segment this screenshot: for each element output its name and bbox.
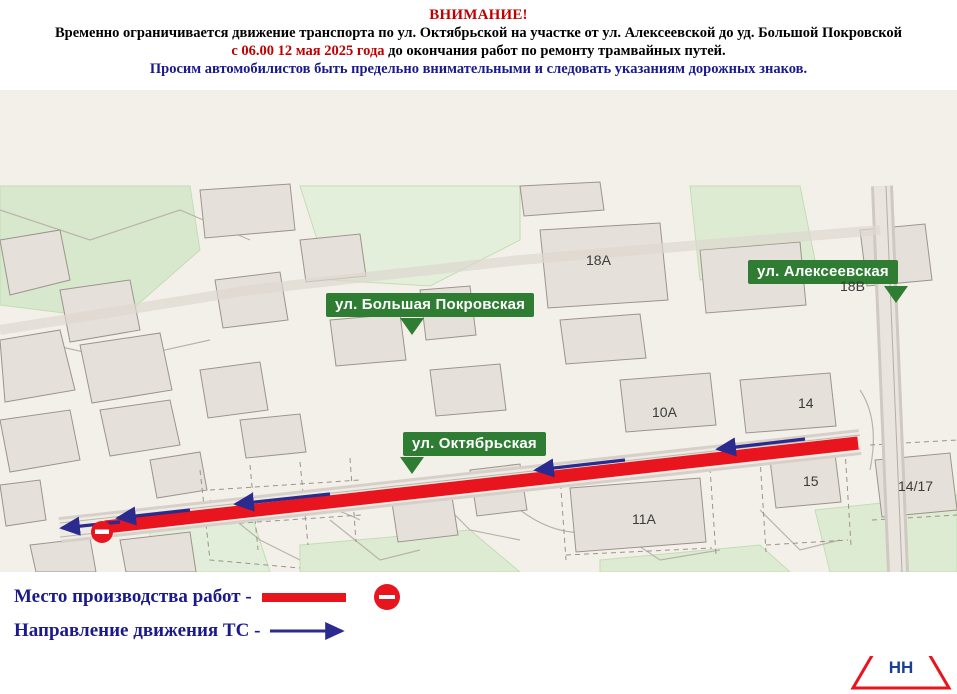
- street-label-bolshaya-pokrovskaya: ул. Большая Покровская: [326, 293, 534, 317]
- house-number: 14/17: [898, 478, 934, 494]
- no-entry-icon: [374, 584, 400, 610]
- notice-line-1: Временно ограничивается движение транспорта по ул. Октябрьской на участке от ул. Алексеевской до уд. Большой Покровской: [54, 25, 903, 41]
- codd-logo-region: НН: [888, 658, 914, 677]
- map-graphics: [0, 90, 957, 572]
- street-label-alekseevskaya: ул. Алексеевская: [748, 260, 898, 284]
- house-number: 18В: [840, 278, 865, 294]
- notice-line-3: Просим автомобилистов быть предельно внимательными и следовать указаниям дорожных знаков.: [149, 61, 808, 77]
- house-number: 14: [798, 395, 814, 411]
- notice-line-2: [8, 42, 949, 60]
- legend-item-direction: [14, 614, 957, 648]
- notice-line-2-rest: до окончания работ по ремонту трамвайных путей.: [384, 43, 726, 59]
- plate-tail-alekseevskaya: [884, 286, 908, 303]
- legend-label-work-zone: Место производства работ -: [14, 586, 252, 607]
- no-entry-marker: [91, 521, 113, 543]
- work-zone-swatch: [262, 593, 346, 602]
- legend-item-work-zone: [14, 580, 957, 614]
- notice-banner: [0, 0, 957, 90]
- house-number: 10А: [652, 404, 677, 420]
- legend: [0, 572, 957, 656]
- street-label-oktyabrskaya: ул. Октябрьская: [403, 432, 546, 456]
- notice-line-2-date: с 06.00 12 мая 2025 года: [231, 43, 385, 59]
- plate-tail-pokrovskaya: [400, 318, 424, 335]
- house-number: 15: [803, 473, 819, 489]
- notice-title: ВНИМАНИЕ!: [429, 7, 528, 23]
- house-number: 18А: [586, 252, 611, 268]
- legend-label-direction: Направление движения ТС -: [14, 620, 261, 641]
- plate-tail-oktyabrskaya: [400, 457, 424, 474]
- house-number: 11А: [632, 511, 656, 527]
- direction-arrow-icon: [268, 622, 358, 640]
